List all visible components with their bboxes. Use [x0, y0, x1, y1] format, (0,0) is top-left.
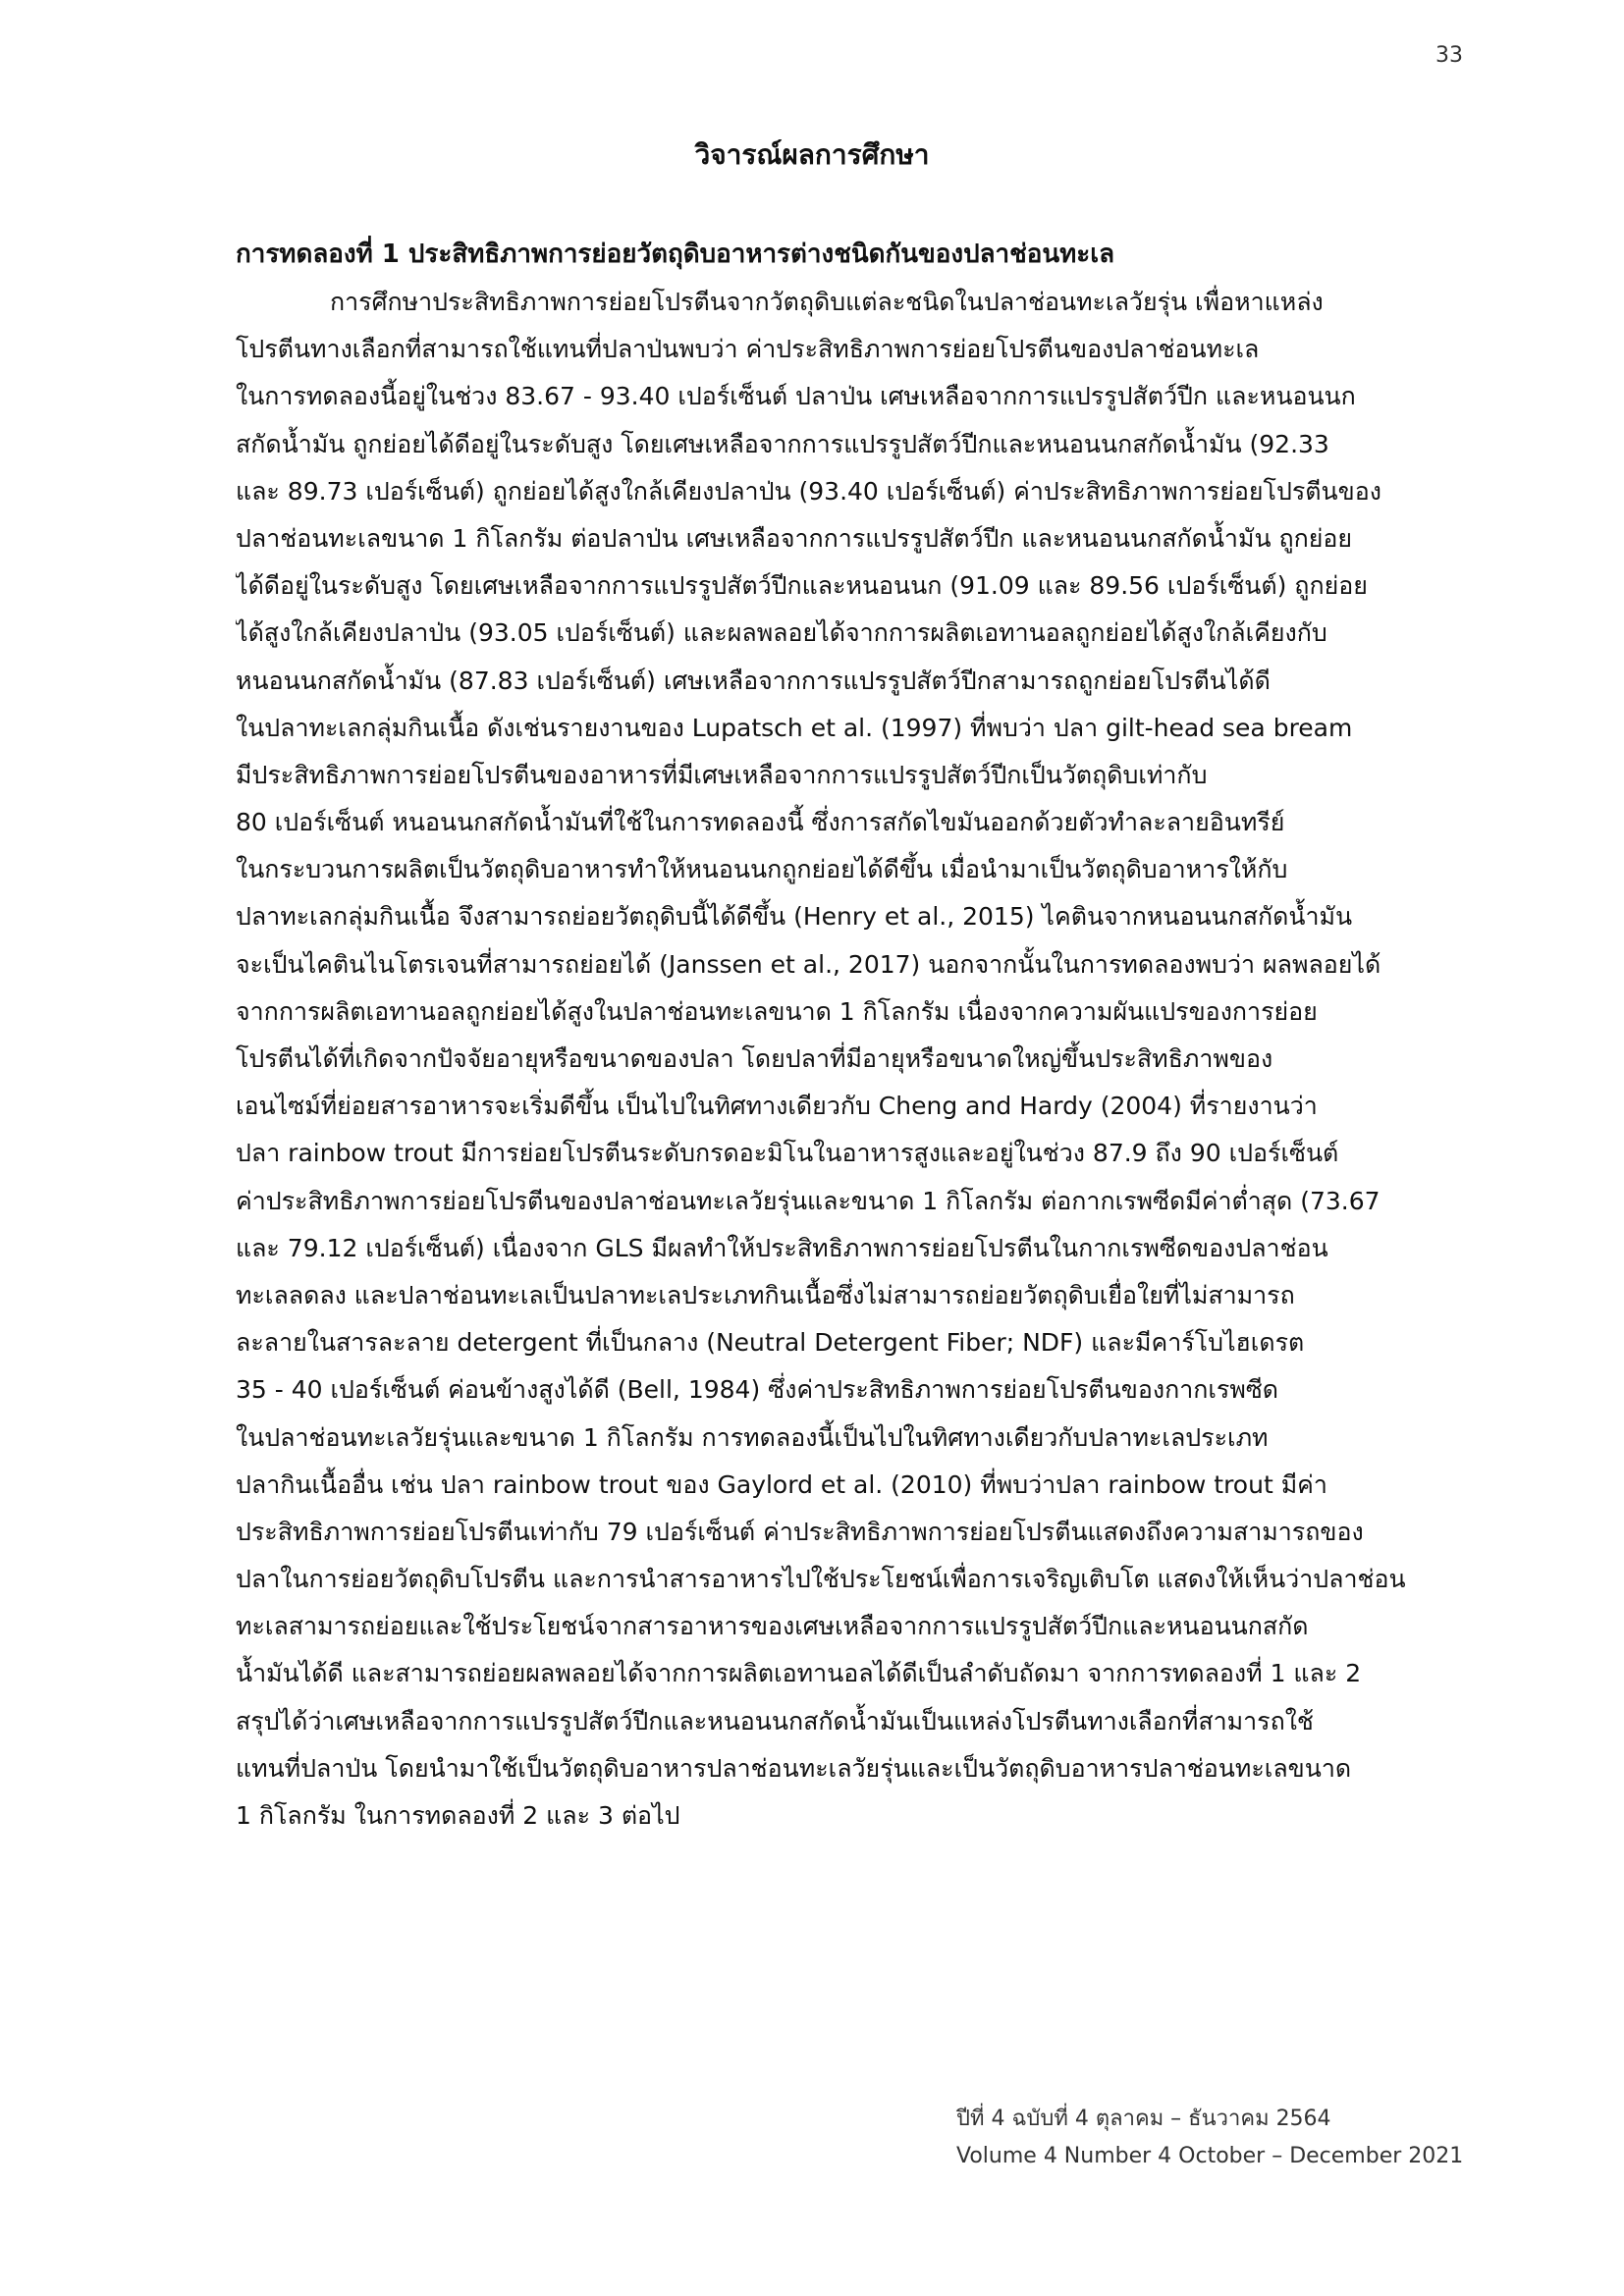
section-title: วิจารณ์ผลการศึกษา: [694, 138, 930, 171]
body-line: การศึกษาประสิทธิภาพการย่อยโปรตีนจากวัตถุดิบแต่ละชนิดในปลาช่อนทะเลวัยรุ่น เพื่อหาแหล่ง: [330, 288, 1324, 316]
body-line: ปลาทะเลกลุ่มกินเนื้อ จึงสามารถย่อยวัตถุดิบนี้ได้ดีขึ้น (Henry et al., 2015) ไคตินจากหนอนนกสกัดน้ำมัน: [236, 902, 1353, 932]
body-line: น้ำมันได้ดี และสามารถย่อยผลพลอยได้จากการผลิตเอทานอลได้ดีเป็นลำดับถัดมา จากการทดลองที่ 1 และ 2: [236, 1659, 1362, 1688]
body-line: ในกระบวนการผลิตเป็นวัตถุดิบอาหารทำให้หนอนนกถูกย่อยได้ดีขึ้น เมื่อนำมาเป็นวัตถุดิบอาหารให้กับ: [236, 855, 1288, 884]
body-line: ปลา rainbow trout มีการย่อยโปรตีนระดับกรดอะมิโนในอาหารสูงและอยู่ในช่วง 87.9 ถึง 90 เปอร์เซ็นต์: [236, 1139, 1339, 1168]
footer-thai: ปีที่ 4 ฉบับที่ 4 ตุลาคม – ธันวาคม 2564: [956, 2107, 1331, 2131]
body-line: ประสิทธิภาพการย่อยโปรตีนเท่ากับ 79 เปอร์เซ็นต์ ค่าประสิทธิภาพการย่อยโปรตีนแสดงถึงความสามารถของ: [236, 1517, 1364, 1546]
body-line: ปลากินเนื้ออื่น เช่น ปลา rainbow trout ของ Gaylord et al. (2010) ที่พบว่าปลา rainbow trout มีค่า: [236, 1469, 1327, 1499]
body-line: ได้ดีอยู่ในระดับสูง โดยเศษเหลือจากการแปรรูปสัตว์ปีกและหนอนนก (91.09 และ 89.56 เปอร์เซ็นต์) ถูกย่อย: [236, 571, 1368, 601]
body-line: ได้สูงใกล้เคียงปลาป่น (93.05 เปอร์เซ็นต์) และผลพลอยได้จากการผลิตเอทานอลถูกย่อยได้สูงใกล้เคียงกับ: [236, 618, 1327, 648]
footer-english: Volume 4 Number 4 October – December 2021: [956, 2144, 1464, 2168]
body-line: และ 79.12 เปอร์เซ็นต์) เนื่องจาก GLS มีผลทำให้ประสิทธิภาพการย่อยโปรตีนในกากเรพซีดของปลาช่อน: [236, 1233, 1328, 1262]
body-line: หนอนนกสกัดน้ำมัน (87.83 เปอร์เซ็นต์) เศษเหลือจากการแปรรูปสัตว์ปีกสามารถถูกย่อยโปรตีนได้ดี: [236, 666, 1271, 695]
body-line: สกัดน้ำมัน ถูกย่อยได้ดีอยู่ในระดับสูง โดยเศษเหลือจากการแปรรูปสัตว์ปีกและหนอนนกสกัดน้ำมัน (92.33: [236, 429, 1329, 458]
body-line: โปรตีนได้ที่เกิดจากปัจจัยอายุหรือขนาดของปลา โดยปลาที่มีอายุหรือขนาดใหญ่ขึ้นประสิทธิภาพของ: [236, 1044, 1273, 1073]
body-line: สรุปได้ว่าเศษเหลือจากการแปรรูปสัตว์ปีกและหนอนนกสกัดน้ำมันเป็นแหล่งโปรตีนทางเลือกที่สามารถใช้: [236, 1706, 1314, 1735]
body-line: ทะเลสามารถย่อยและใช้ประโยชน์จากสารอาหารของเศษเหลือจากการแปรรูปสัตว์ปีกและหนอนนกสกัด: [236, 1612, 1309, 1641]
body-line: ปลาในการย่อยวัตถุดิบโปรตีน และการนำสารอาหารไปใช้ประโยชน์เพื่อการเจริญเติบโต แสดงให้เห็นว่าปลาช่อน: [236, 1565, 1406, 1594]
body-line: จะเป็นไคตินไนโตรเจนที่สามารถย่อยได้ (Janssen et al., 2017) นอกจากนั้นในการทดลองพบว่า ผลพลอยได้: [236, 949, 1381, 979]
body-line: ในปลาช่อนทะเลวัยรุ่นและขนาด 1 กิโลกรัม การทดลองนี้เป็นไปในทิศทางเดียวกับปลาทะเลประเภท: [236, 1422, 1269, 1452]
body-line: 1 กิโลกรัม ในการทดลองที่ 2 และ 3 ต่อไป: [236, 1801, 680, 1830]
journal-footer: [956, 2101, 1463, 2175]
page-number: 33: [1435, 43, 1463, 68]
experiment-heading: การทดลองที่ 1 ประสิทธิภาพการย่อยวัตถุดิบอาหารต่างชนิดกันของปลาช่อนทะเล: [236, 240, 1115, 269]
body-line: 35 - 40 เปอร์เซ็นต์ ค่อนข้างสูงได้ดี (Bell, 1984) ซึ่งค่าประสิทธิภาพการย่อยโปรตีนของกากเรพซีด: [236, 1375, 1279, 1405]
body-line: โปรตีนทางเลือกที่สามารถใช้แทนที่ปลาป่นพบว่า ค่าประสิทธิภาพการย่อยโปรตีนของปลาช่อนทะเล: [236, 335, 1260, 364]
body-line: แทนที่ปลาป่น โดยนำมาใช้เป็นวัตถุดิบอาหารปลาช่อนทะเลวัยรุ่นและเป็นวัตถุดิบอาหารปลาช่อนทะเลขนาด: [236, 1753, 1352, 1783]
body-line: ค่าประสิทธิภาพการย่อยโปรตีนของปลาช่อนทะเลวัยรุ่นและขนาด 1 กิโลกรัม ต่อกากเรพซีดมีค่าต่ำสุด (73.67: [236, 1186, 1380, 1215]
body-line: ในการทดลองนี้อยู่ในช่วง 83.67 - 93.40 เปอร์เซ็นต์ ปลาป่น เศษเหลือจากการแปรรูปสัตว์ปีก และหนอนนก: [236, 382, 1356, 411]
body-line: จากการผลิตเอทานอลถูกย่อยได้สูงในปลาช่อนทะเลขนาด 1 กิโลกรัม เนื่องจากความผันแปรของการย่อย: [236, 996, 1318, 1026]
body-line: มีประสิทธิภาพการย่อยโปรตีนของอาหารที่มีเศษเหลือจากการแปรรูปสัตว์ปีกเป็นวัตถุดิบเท่ากับ: [236, 760, 1208, 789]
body-line: และ 89.73 เปอร์เซ็นต์) ถูกย่อยได้สูงใกล้เคียงปลาป่น (93.40 เปอร์เซ็นต์) ค่าประสิทธิภาพการย่อยโปรตีนของ: [236, 476, 1381, 506]
body-line: ละลายในสารละลาย detergent ที่เป็นกลาง (Neutral Detergent Fiber; NDF) และมีคาร์โบไฮเดรต: [236, 1328, 1305, 1358]
body-line: 80 เปอร์เซ็นต์ หนอนนกสกัดน้ำมันที่ใช้ในการทดลองนี้ ซึ่งการสกัดไขมันออกด้วยตัวทำละลายอินทรีย์: [236, 808, 1285, 837]
body-line: ในปลาทะเลกลุ่มกินเนื้อ ดังเช่นรายงานของ Lupatsch et al. (1997) ที่พบว่า ปลา gilt-head sea bream: [236, 713, 1353, 742]
body-line: ปลาช่อนทะเลขนาด 1 กิโลกรัม ต่อปลาป่น เศษเหลือจากการแปรรูปสัตว์ปีก และหนอนนกสกัดน้ำมัน ถูกย่อย: [236, 523, 1353, 553]
body-line: เอนไซม์ที่ย่อยสารอาหารจะเริ่มดีขึ้น เป็นไปในทิศทางเดียวกับ Cheng and Hardy (2004) ที่รายงานว่า: [236, 1092, 1318, 1121]
body-text: [236, 279, 1483, 1840]
body-line: ทะเลลดลง และปลาช่อนทะเลเป็นปลาทะเลประเภทกินเนื้อซึ่งไม่สามารถย่อยวัตถุดิบเยื่อใยที่ไม่สามารถ: [236, 1280, 1295, 1309]
